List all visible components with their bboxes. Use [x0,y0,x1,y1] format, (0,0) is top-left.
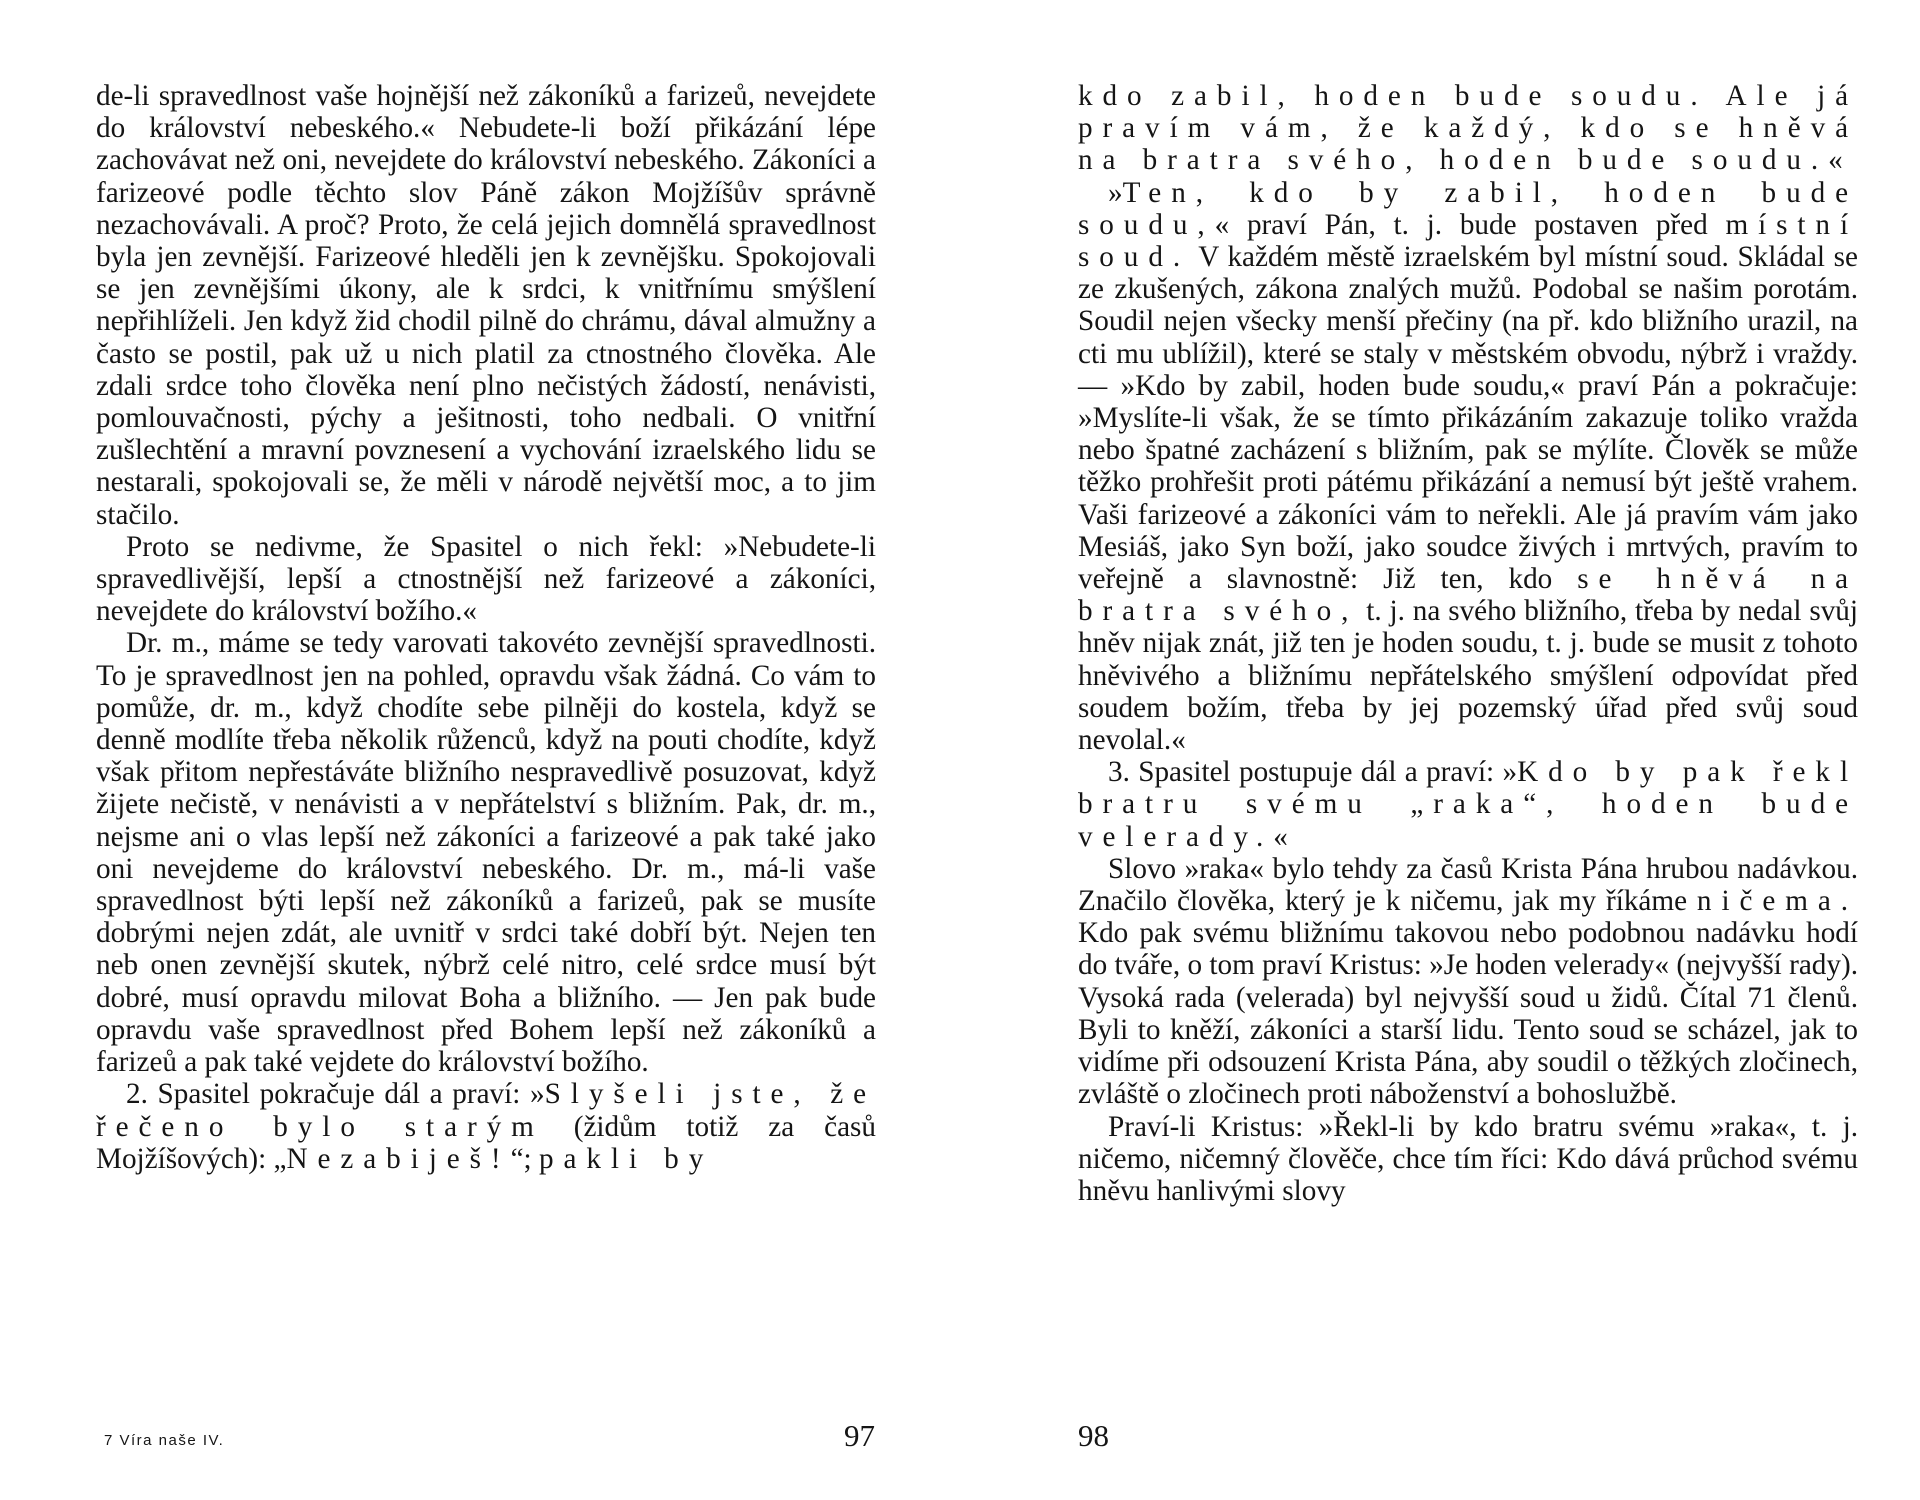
spaced-emphasis: místní soud. [1078,208,1858,274]
spaced-emphasis: se hněvá na bratra svého, [1078,563,1859,628]
text-run: Slovo »raka« bylo tehdy za časů Krista Pána hrubou nadávkou. Značilo člověka, který je k ničemu, jak my říkáme [1078,852,1858,918]
paragraph [1078,80,1858,177]
text-run: t. j. na svého bližního, třeba by nedal svůj hněv nijak znát, již ten je hoden soudu, t. j. bude se musit z tohoto hněvivého a bližnímu nepřátelského smýšlení odpovídat před soudem božím, třeba by jej pozemský úřad před svůj soud nevolal.« [1078,595,1859,757]
page-number-left: 97 [844,1418,875,1453]
text-run: de-li spravedlnost vaše hojnější než zákoníků a farizeů, nevejdete do království nebeského.« Nebudete-li boží přikázání lépe zachovávat než oni, nevejdete do království nebeského. Zákoníci a farizeové podle těchto slov Páně zákon Mojžíšův správně nezachovávali. A proč? Proto, že celá jejich domnělá spravedlnost byla jen zevnější. Farizeové hleděli jen k zevnějšku. Spokojovali se jen zevnějšími úkony, ale k srdci, k vnitřnímu smýšlení nepřihlíželi. Jen když žid chodil pilně do chrámu, dával almužny a často se postil, pak už u nich platil za ctnostného člověka. Ale zdali srdce toho člověka není plno nečistých žádostí, nenávisti, pomlouvačnosti, pýchy a ješitnosti, toho nedbali. O vnitřní zušlechtění a mravní povznesení a vychování izraelského lidu se nestarali, spokojovali se, že měli v národě největší moc, a to jim stačilo. [96,80,876,531]
paragraph [96,1078,876,1175]
spaced-emphasis: kdo zabil, hoden bude soudu. Ale já pravím vám, že každý, kdo se hněvá na bratra svého, hoden bude soudu.« [1078,80,1858,177]
spaced-emphasis: pakli by [538,1142,714,1175]
text-run: 3. Spasitel postupuje dál a praví: » [1108,756,1518,789]
text-run: Praví-li Kristus: »Řekl-li by kdo bratru svému »raka«, t. j. ničemo, ničemný člověče, chce tím říci: Kdo dává průchod svému hněvu hanlivými slovy [1078,1110,1858,1207]
text-run: Proto se nedivme, že Spasitel o nich řekl: »Nebudete-li spravedlivější, lepší a ctnostnější než farizeové a zákoníci, nevejdete do království božího.« [96,530,876,628]
spaced-emphasis: Ten, kdo by zabil, hoden bude soudu, [1078,176,1858,241]
paragraph [1078,853,1858,1111]
page-number-right: 98 [1078,1418,1109,1453]
spaced-emphasis: ničema. [1696,885,1858,918]
paragraph [96,80,876,531]
right-page-text [1078,80,1858,1207]
text-run: Dr. m., máme se tedy varovati takovéto zevnější spravedlnosti. To je spravedlnost jen na pohled, opravdu však žádná. Co vám to pomůže, dr. m., když chodíte sebe pilněji do kostela, když se denně modlíte třeba několik růženců, když na pouti chodíte, když však přitom nepřestáváte bližního nespravedlivě posuzovat, když žijete nečistě, v nenávisti a v nepřátelství s bližním. Pak, dr. m., nejsme ani o vlas lepší než zákoníci a farizeové a pak také jako oni nevejdeme do království nebeského. Dr. m., má-li vaše spravedlnost býti lepší než zákoníků a farizeů, pak se musíte dobrými nejen zdát, ale uvnitř v srdci také dobří být. Nejen ten neb onen zevnější skutek, nýbrž celé nitro, celé srdce musí být dobré, musí opravdu milovat Boha a bližního. — Jen pak bude opravdu vaše spravedlnost před Bohem lepší než zákoníků a farizeů a pak také vejdete do království božího. [96,627,876,1079]
spaced-emphasis: Kdo by pak řekl bratru svému „raka“, hoden bude velerady.« [1078,756,1858,853]
paragraph [1078,1111,1858,1208]
left-page [96,80,876,1175]
spaced-emphasis: Slyšeli jste, že řečeno bylo starým [96,1078,876,1143]
printer-signature: 7 Víra naše IV. [104,1432,225,1449]
text-run: Kdo pak svému bližnímu takovou nebo podobnou nadávku hodí do tváře, o tom praví Kristus: »Je hoden velerady« (nejvyšší rady). Vysoká rada (velerada) byl nejvyšší soud u židů. Čítal 71 členů. Byli to kněží, zákoníci a starší lidu. Tento soud se scházel, jak to vidíme při odsouzení Krista Pána, aby soudil o těžkých zločinech, zvláště o zločinech proti náboženství a bohoslužbě. [1078,917,1858,1111]
right-page [1078,80,1858,1207]
text-run: 2. Spasitel pokračuje dál a praví: » [126,1078,545,1111]
text-run: « praví Pán, t. j. bude postaven před [1214,208,1726,241]
paragraph [96,531,876,628]
text-run: (židům totiž za časů Mojžíšových): „ [96,1110,876,1175]
text-run: » [1108,176,1123,209]
text-run: V každém městě izraelském byl místní soud. Skládal se ze zkušených, zákona znalých mužů. Podobal se našim porotám. Soudil nejen všecky menší přečiny (na př. kdo bližního urazil, na cti mu ublížil), které se staly v městském obvodu, nýbrž i vraždy. — »Kdo by zabil, hoden bude soudu,« praví Pán a pokračuje: »Myslíte-li však, že se tímto přikázáním zakazuje toliko vražda nebo špatné zacházení s bližním, pak se mýlíte. Člověk se může těžko prohřešit proti pátému přikázání a nemusí být ještě vrahem. Vaši farizeové a zákoníci vám to neřekli. Ale já pravím vám jako Mesiáš, jako Syn boží, jako soudce živých i mrtvých, pravím to veřejně a slavnostně: Již ten, kdo [1078,241,1858,596]
left-page-text [96,80,876,1175]
paragraph [1078,177,1858,757]
paragraph [96,627,876,1078]
spaced-emphasis: Nezabiješ! [286,1142,511,1175]
text-run: “; [510,1142,539,1175]
paragraph [1078,756,1858,853]
